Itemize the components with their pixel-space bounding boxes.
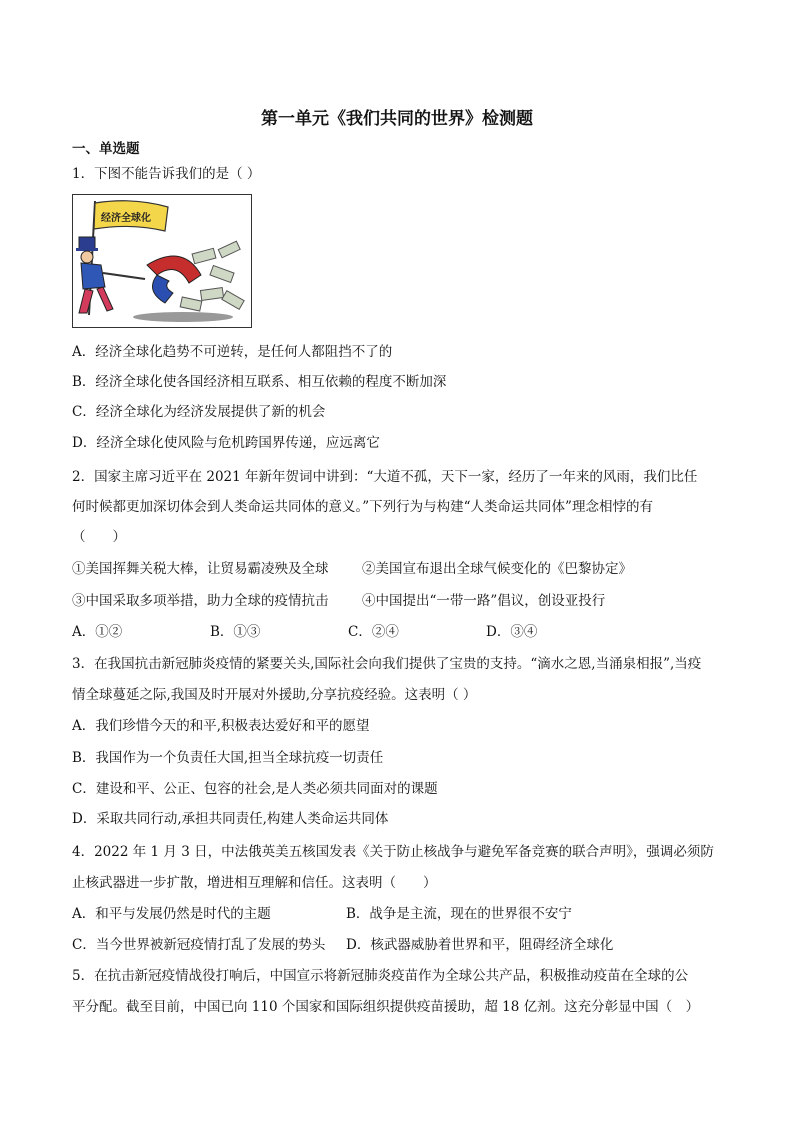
q2-option-a: A．①②	[72, 624, 123, 640]
section-heading: 一、单选题	[72, 141, 140, 157]
q1-option-c: C．经济全球化为经济发展提供了新的机会	[72, 404, 326, 420]
q1-option-a: A．经济全球化趋势不可逆转，是任何人都阻挡不了的	[72, 344, 393, 360]
question-2-stem-line-3: （ ）	[72, 529, 126, 545]
question-4-stem-line-1: 4．2022 年 1 月 3 日，中法俄英美五核国发表《关于防止核战争与避免军备竞赛的联合声明》，强调必须防	[72, 844, 714, 860]
q4-option-a: A．和平与发展仍然是时代的主题	[72, 906, 271, 922]
q4-option-d: D．核武器威胁着世界和平，阻碍经济全球化	[346, 937, 614, 953]
q1-option-b: B．经济全球化使各国经济相互联系、相互依赖的程度不断加深	[72, 374, 447, 390]
question-2-stem-line-2: 何时候都更加深切体会到人类命运共同体的意义。”下列行为与构建“人类命运共同体”理念相悖的有	[72, 499, 653, 515]
question-1-stem: 1．下图不能告诉我们的是（ ）	[72, 166, 261, 182]
question-3-stem-line-1: 3．在我国抗击新冠肺炎疫情的紧要关头,国际社会向我们提供了宝贵的支持。“滴水之恩,当涌泉相报”,当疫	[72, 656, 702, 672]
question-4-stem-line-2: 止核武器进一步扩散，增进相互理解和信任。这表明（ ）	[72, 875, 437, 891]
question-5-stem-line-1: 5．在抗击新冠疫情战役打响后，中国宣示将新冠肺炎疫苗作为全球公共产品，积极推动疫苗在全球的公	[72, 968, 689, 984]
question-2-stem-line-1: 2．国家主席习近平在 2021 年新年贺词中讲到：“大道不孤，天下一家，经历了一年来的风雨，我们比任	[72, 469, 698, 485]
question-3-stem-line-2: 情全球蔓延之际,我国及时开展对外援助,分享抗疫经验。这表明（ ）	[72, 687, 477, 703]
q3-option-d: D．采取共同行动,承担共同责任,构建人类命运共同体	[72, 811, 389, 827]
q2-option-c: C．②④	[348, 624, 399, 640]
cartoon-illustration	[73, 195, 251, 327]
q2-statement-3: ③中国采取多项举措，助力全球的疫情抗击	[72, 593, 329, 609]
q2-statement-1: ①美国挥舞关税大棒，让贸易霸凌殃及全球	[72, 561, 329, 577]
q3-option-a: A．我们珍惜今天的和平,积极表达爱好和平的愿望	[72, 718, 370, 734]
q2-statement-2: ②美国宣布退出全球气候变化的《巴黎协定》	[362, 561, 632, 577]
page-title: 第一单元《我们共同的世界》检测题	[261, 109, 533, 129]
flag-label: 经济全球化	[101, 213, 151, 224]
q4-option-b: B．战争是主流，现在的世界很不安宁	[346, 906, 572, 922]
q2-statement-4: ④中国提出“一带一路”倡议，创设亚投行	[362, 593, 606, 609]
question-5-stem-line-2: 平分配。截至目前，中国已向 110 个国家和国际组织提供疫苗援助，超 18 亿剂。这充分彰显中国（ ）	[72, 999, 700, 1015]
q3-option-b: B．我国作为一个负责任大国,担当全球抗疫一切责任	[72, 750, 384, 766]
q1-option-d: D．经济全球化使风险与危机跨国界传递，应远离它	[72, 435, 380, 451]
q2-option-d: D．③④	[486, 624, 538, 640]
q4-option-c: C．当今世界被新冠疫情打乱了发展的势头	[72, 937, 326, 953]
q3-option-c: C．建设和平、公正、包容的社会,是人类必须共同面对的课题	[72, 781, 438, 797]
globalization-cartoon-image	[72, 194, 252, 328]
q2-option-b: B．①③	[210, 624, 261, 640]
